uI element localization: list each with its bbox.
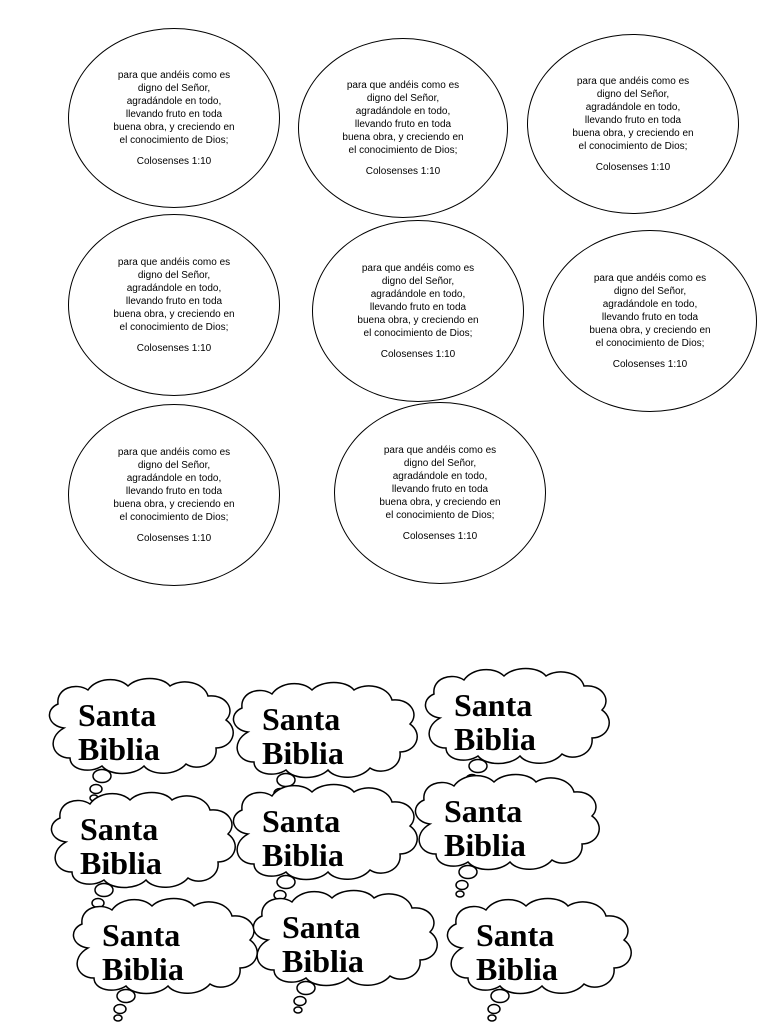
bubble-label: Santa Biblia bbox=[282, 910, 364, 979]
verse-reference: Colosenses 1:10 bbox=[136, 342, 212, 354]
verse-reference: Colosenses 1:10 bbox=[136, 155, 212, 167]
verse-reference: Colosenses 1:10 bbox=[365, 165, 441, 177]
verse-reference: Colosenses 1:10 bbox=[402, 530, 478, 542]
bubble-label: Santa Biblia bbox=[444, 794, 526, 863]
verse-tag bbox=[543, 230, 757, 412]
thought-bubble bbox=[246, 888, 446, 1018]
bubble-label: Santa Biblia bbox=[262, 804, 344, 873]
verse-tag bbox=[68, 214, 280, 396]
verse-text: para que andéis como es digno del Señor, agradándole en todo, llevando fruto en toda buena obra, y creciendo en el conocimiento de Dios; bbox=[572, 75, 694, 152]
thought-bubble bbox=[440, 896, 640, 1024]
bubble-label: Santa Biblia bbox=[80, 812, 162, 881]
verse-text: para que andéis como es digno del Señor, agradándole en todo, llevando fruto en toda buena obra, y creciendo en el conocimiento de Dios; bbox=[357, 262, 479, 339]
bubble-label: Santa Biblia bbox=[454, 688, 536, 757]
verse-text: para que andéis como es digno del Señor, agradándole en todo, llevando fruto en toda buena obra, y creciendo en el conocimiento de Dios; bbox=[113, 446, 235, 523]
thought-bubble bbox=[66, 896, 266, 1024]
verse-reference: Colosenses 1:10 bbox=[612, 358, 688, 370]
bubble-label: Santa Biblia bbox=[262, 702, 344, 771]
verse-reference: Colosenses 1:10 bbox=[136, 532, 212, 544]
verse-text: para que andéis como es digno del Señor, agradándole en todo, llevando fruto en toda buena obra, y creciendo en el conocimiento de Dios; bbox=[342, 79, 464, 156]
thought-bubble bbox=[408, 772, 608, 902]
verse-tag bbox=[334, 402, 546, 584]
verse-reference: Colosenses 1:10 bbox=[380, 348, 456, 360]
bubble-label: Santa Biblia bbox=[78, 698, 160, 767]
verse-text: para que andéis como es digno del Señor, agradándole en todo, llevando fruto en toda buena obra, y creciendo en el conocimiento de Dios; bbox=[113, 256, 235, 333]
verse-text: para que andéis como es digno del Señor, agradándole en todo, llevando fruto en toda buena obra, y creciendo en el conocimiento de Dios; bbox=[379, 444, 501, 521]
verse-tag bbox=[68, 28, 280, 208]
verse-tag bbox=[312, 220, 524, 402]
verse-tag bbox=[68, 404, 280, 586]
verse-tag bbox=[527, 34, 739, 214]
verse-reference: Colosenses 1:10 bbox=[595, 161, 671, 173]
verse-text: para que andéis como es digno del Señor, agradándole en todo, llevando fruto en toda buena obra, y creciendo en el conocimiento de Dios; bbox=[589, 272, 711, 349]
bubble-label: Santa Biblia bbox=[102, 918, 184, 987]
thought-bubble bbox=[42, 676, 242, 806]
verse-text: para que andéis como es digno del Señor, agradándole en todo, llevando fruto en toda buena obra, y creciendo en el conocimiento de Dios; bbox=[113, 69, 235, 146]
bubble-label: Santa Biblia bbox=[476, 918, 558, 987]
verse-tag bbox=[298, 38, 508, 218]
